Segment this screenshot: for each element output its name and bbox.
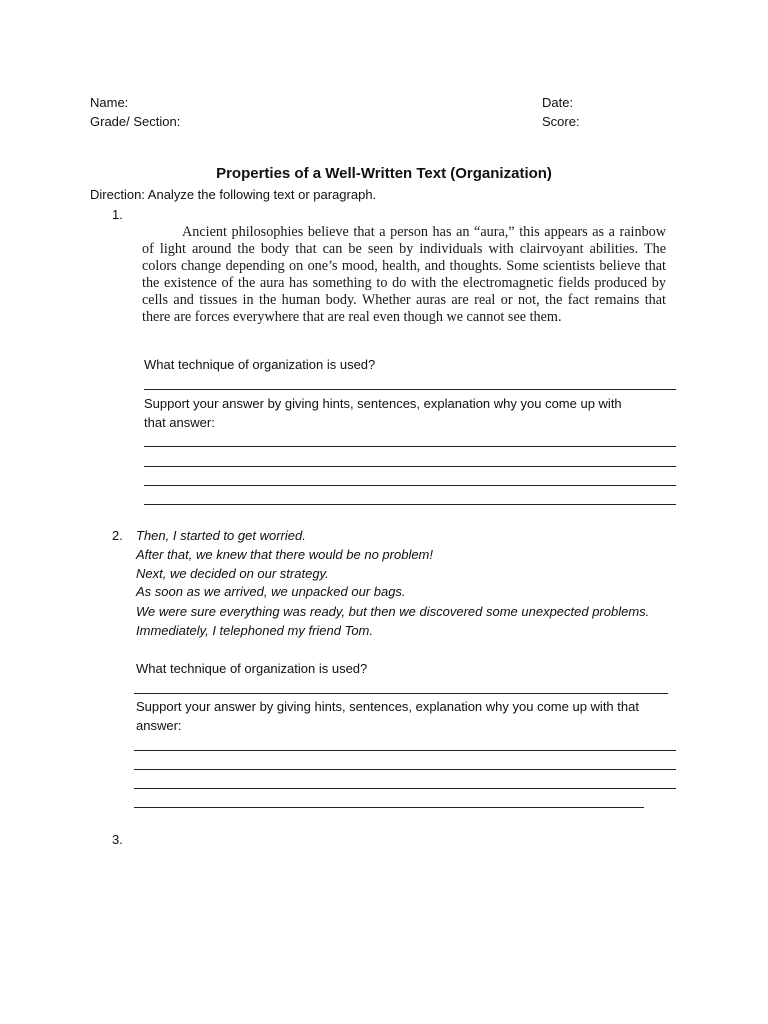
item-2-support-answer-line[interactable] (134, 769, 676, 770)
item-2-answer-line[interactable] (134, 693, 668, 694)
direction-text: Direction: Analyze the following text or paragraph. (90, 187, 377, 202)
item-1-number: 1. (112, 207, 123, 222)
item-2-number: 2. (112, 528, 123, 543)
item-1-question: What technique of organization is used? (144, 357, 376, 372)
item-2-support-answer-line[interactable] (134, 788, 676, 789)
item-3-number: 3. (112, 832, 123, 847)
item-2-support-answer-line[interactable] (134, 807, 644, 808)
item-2-line: After that, we knew that there would be no problem! (136, 547, 434, 562)
item-1-support-answer-line[interactable] (144, 466, 676, 467)
item-1-support-line-1: Support your answer by giving hints, sentences, explanation why you come up with (144, 396, 622, 411)
item-1-support-answer-line[interactable] (144, 504, 676, 505)
date-label: Date: (542, 95, 574, 110)
grade-section-label: Grade/ Section: (90, 114, 181, 129)
item-2-support-answer-line[interactable] (134, 750, 676, 751)
item-2-line: Then, I started to get worried. (136, 528, 306, 543)
item-1-support-line-2: that answer: (144, 415, 215, 430)
worksheet-title: Properties of a Well-Written Text (Organization) (216, 165, 552, 182)
name-label: Name: (90, 95, 129, 110)
item-2-line: Next, we decided on our strategy. (136, 566, 329, 581)
item-1-passage (142, 224, 666, 326)
item-1-support-answer-line[interactable] (144, 446, 676, 447)
item-1-support-answer-line[interactable] (144, 485, 676, 486)
item-1-answer-line[interactable] (144, 389, 676, 390)
item-1-passage-text: Ancient philosophies believe that a person has an “aura,” this appears as a rainbow of light around the body that can be seen by individuals with clairvoyant abilities. The colors change depending on one’s mood, health, and thoughts. Some scientists believe that the existence of the aura has something to do with the electromagnetic fields produced by cells and tissues in the human body. Whether auras are real or not, the fact remains that there are forces everywhere that are real even though we cannot see them. (142, 224, 666, 325)
score-label: Score: (542, 114, 580, 129)
item-2-line: We were sure everything was ready, but then we discovered some unexpected problems. (136, 604, 650, 619)
item-2-line: Immediately, I telephoned my friend Tom. (136, 623, 374, 638)
item-2-question: What technique of organization is used? (136, 661, 368, 676)
item-2-support-line-2: answer: (136, 718, 182, 733)
item-2-line: As soon as we arrived, we unpacked our bags. (136, 584, 406, 599)
item-2-support-line-1: Support your answer by giving hints, sentences, explanation why you come up with that (136, 699, 639, 714)
